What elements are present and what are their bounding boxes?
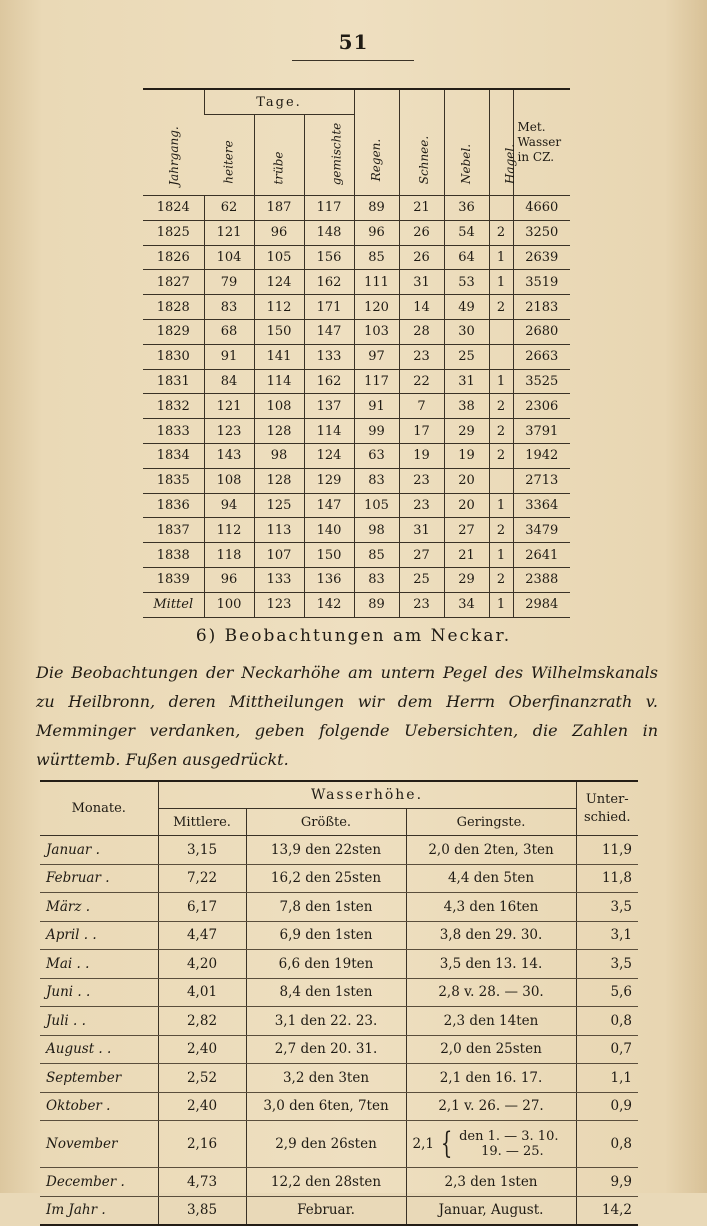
table-cell: 124 <box>304 443 354 468</box>
table-cell: 83 <box>354 468 399 493</box>
table-cell: 162 <box>304 270 354 295</box>
table-cell: 6,6 den 19ten <box>246 950 406 979</box>
table-cell: 114 <box>254 369 304 394</box>
table-cell: 2,3 den 14ten <box>406 1007 576 1036</box>
page-number: 51 <box>338 30 369 54</box>
table-cell: 16,2 den 25sten <box>246 864 406 893</box>
table-row <box>143 344 570 369</box>
table-cell: 147 <box>304 319 354 344</box>
table-cell: Mittel <box>143 592 204 617</box>
table-cell: 4,01 <box>158 978 246 1007</box>
table-row <box>143 419 570 444</box>
table-cell: 11,8 <box>576 864 638 893</box>
table-cell: 2,40 <box>158 1035 246 1064</box>
table-cell: 2,7 den 20. 31. <box>246 1035 406 1064</box>
table-cell: 4,73 <box>158 1168 246 1197</box>
col-header-gemischte: gemischte <box>304 115 354 196</box>
table-cell: Oktober . <box>40 1092 158 1121</box>
page-number-rule <box>292 60 414 61</box>
table-row <box>40 978 638 1007</box>
table-cell: 121 <box>204 394 254 419</box>
table-cell <box>489 319 513 344</box>
table-cell: 2,0 den 25sten <box>406 1035 576 1064</box>
table-cell: 2 <box>489 295 513 320</box>
table-cell: 1839 <box>143 567 204 592</box>
table-cell: 1831 <box>143 369 204 394</box>
table-cell: 3,1 <box>576 921 638 950</box>
col-header-regen: Regen. <box>354 89 399 196</box>
table-cell: 3,5 <box>576 893 638 922</box>
table-cell: 2 <box>489 419 513 444</box>
table-row <box>40 1035 638 1064</box>
table-cell: 6,17 <box>158 893 246 922</box>
table-cell: 2,40 <box>158 1092 246 1121</box>
table-cell: 8,4 den 1sten <box>246 978 406 1007</box>
table-cell: 2,82 <box>158 1007 246 1036</box>
table-cell: 118 <box>204 543 254 568</box>
table-cell: 36 <box>444 196 489 221</box>
table-row <box>143 543 570 568</box>
table-row <box>40 1007 638 1036</box>
col-header-year: Jahrgang. <box>143 89 204 196</box>
table-cell: 1 <box>489 592 513 617</box>
group-header-wasserhoehe: Wasserhöhe. <box>158 781 576 809</box>
table-cell: 128 <box>254 468 304 493</box>
table-cell: 17 <box>399 419 444 444</box>
table-cell: 96 <box>204 567 254 592</box>
table-cell: 123 <box>254 592 304 617</box>
table-cell: 2 <box>489 220 513 245</box>
table-cell: 91 <box>204 344 254 369</box>
table-cell: 0,9 <box>576 1092 638 1121</box>
table-row <box>40 950 638 979</box>
col-header-heiter: heitere <box>204 115 254 196</box>
table-cell: 54 <box>444 220 489 245</box>
table-cell: 7,8 den 1sten <box>246 893 406 922</box>
table-cell <box>489 196 513 221</box>
table-cell: 2 <box>489 567 513 592</box>
table-cell: 1825 <box>143 220 204 245</box>
table-cell: 125 <box>254 493 304 518</box>
table-cell: 4,20 <box>158 950 246 979</box>
table-cell: 1 <box>489 369 513 394</box>
table-cell: 133 <box>304 344 354 369</box>
table-cell: 2,9 den 26sten <box>246 1121 406 1168</box>
body-paragraph: Die Beobachtungen der Neckarhöhe am untern Pegel des Wilhelmskanals zu Heilbronn, deren Mittheilungen wir dem Herrn Oberfinanzrath v. Memminger verdanken, geben folgende Uebersichten, die Zahlen in württemb. Fußen ausgedrückt. <box>36 663 658 769</box>
table-cell: 31 <box>399 518 444 543</box>
table-cell: 3,5 den 13. 14. <box>406 950 576 979</box>
table-cell: 100 <box>204 592 254 617</box>
table-cell: 26 <box>399 245 444 270</box>
table-row <box>40 921 638 950</box>
table-cell: 150 <box>304 543 354 568</box>
table-cell: 53 <box>444 270 489 295</box>
table-cell: 105 <box>254 245 304 270</box>
table-cell: 133 <box>254 567 304 592</box>
table-cell: 20 <box>444 493 489 518</box>
table-cell: 1827 <box>143 270 204 295</box>
table-cell: 108 <box>204 468 254 493</box>
table-cell: 2,1 v. 26. — 27. <box>406 1092 576 1121</box>
table-cell: 2663 <box>513 344 570 369</box>
table-cell: 1829 <box>143 319 204 344</box>
table-cell: 1 <box>489 543 513 568</box>
table-cell: 3791 <box>513 419 570 444</box>
table-cell: 117 <box>354 369 399 394</box>
table-cell: 49 <box>444 295 489 320</box>
table-cell: 3250 <box>513 220 570 245</box>
table-cell: 23 <box>399 344 444 369</box>
table-cell: 21 <box>444 543 489 568</box>
table-cell: Mai . . <box>40 950 158 979</box>
table-cell: 68 <box>204 319 254 344</box>
table-cell: 142 <box>304 592 354 617</box>
table-cell: 85 <box>354 245 399 270</box>
table-cell: 1834 <box>143 443 204 468</box>
table-cell: 84 <box>204 369 254 394</box>
table-cell: 28 <box>399 319 444 344</box>
table-row-mittel <box>143 592 570 617</box>
table-cell: April . . <box>40 921 158 950</box>
table-cell: 2 <box>489 394 513 419</box>
table-cell: 4,47 <box>158 921 246 950</box>
table-cell: 3519 <box>513 270 570 295</box>
table-cell: 2 <box>489 443 513 468</box>
col-header-trube: trübe <box>254 115 304 196</box>
table-row <box>143 468 570 493</box>
table-cell: 94 <box>204 493 254 518</box>
table-cell: 147 <box>304 493 354 518</box>
table-cell: Februar. <box>246 1196 406 1225</box>
table-cell: 91 <box>354 394 399 419</box>
table-cell: 2,1 den 16. 17. <box>406 1064 576 1093</box>
table-cell: 124 <box>254 270 304 295</box>
curly-brace-icon: { <box>440 1126 453 1161</box>
table-cell: December . <box>40 1168 158 1197</box>
table-cell: 187 <box>254 196 304 221</box>
table-row <box>143 567 570 592</box>
table-cell: 140 <box>304 518 354 543</box>
table-row-november <box>40 1121 638 1168</box>
table-cell: 120 <box>354 295 399 320</box>
table-cell: 1830 <box>143 344 204 369</box>
table-cell: August . . <box>40 1035 158 1064</box>
table-cell: 99 <box>354 419 399 444</box>
table-cell: 79 <box>204 270 254 295</box>
table-cell: 2,52 <box>158 1064 246 1093</box>
table-cell: 2306 <box>513 394 570 419</box>
table-cell: 128 <box>254 419 304 444</box>
table-cell: 29 <box>444 419 489 444</box>
table-row <box>40 893 638 922</box>
neckar-water-level-table <box>40 780 638 1226</box>
table-cell: 7 <box>399 394 444 419</box>
table-cell: 21 <box>399 196 444 221</box>
table-cell: 13,9 den 22sten <box>246 836 406 865</box>
table-cell: 1837 <box>143 518 204 543</box>
col-header-geringste: Geringste. <box>406 809 576 836</box>
table-cell: 14,2 <box>576 1196 638 1225</box>
table-cell: 112 <box>254 295 304 320</box>
table-cell: 114 <box>304 419 354 444</box>
table-cell: Januar . <box>40 836 158 865</box>
table-cell: 62 <box>204 196 254 221</box>
table-cell: 4660 <box>513 196 570 221</box>
table-cell: 2984 <box>513 592 570 617</box>
table-cell: 1836 <box>143 493 204 518</box>
col-header-schnee: Schnee. <box>399 89 444 196</box>
table-cell: 162 <box>304 369 354 394</box>
table-cell: 26 <box>399 220 444 245</box>
table-cell: 25 <box>444 344 489 369</box>
table-cell: 96 <box>354 220 399 245</box>
table-cell: 105 <box>354 493 399 518</box>
col-header-unterschied: Unter- schied. <box>576 781 638 836</box>
table-cell: 96 <box>254 220 304 245</box>
table-cell: 27 <box>399 543 444 568</box>
table-cell: 64 <box>444 245 489 270</box>
table-cell: 30 <box>444 319 489 344</box>
table-cell: 97 <box>354 344 399 369</box>
table-cell: 4,3 den 16ten <box>406 893 576 922</box>
table-cell: 11,9 <box>576 836 638 865</box>
table-cell: 5,6 <box>576 978 638 1007</box>
table-cell: 98 <box>354 518 399 543</box>
table-cell: 1 <box>489 270 513 295</box>
table-cell: 143 <box>204 443 254 468</box>
table-cell: 2,0 den 2ten, 3ten <box>406 836 576 865</box>
table-cell: 9,9 <box>576 1168 638 1197</box>
table-cell: Februar . <box>40 864 158 893</box>
table-cell: 141 <box>254 344 304 369</box>
table-cell: 103 <box>354 319 399 344</box>
table-row <box>143 443 570 468</box>
table-cell: 121 <box>204 220 254 245</box>
table-cell: 1832 <box>143 394 204 419</box>
table-row <box>143 270 570 295</box>
table-cell: 2,16 <box>158 1121 246 1168</box>
table-cell: 1 <box>489 245 513 270</box>
weather-days-table <box>143 88 570 618</box>
table-cell: 2183 <box>513 295 570 320</box>
table-cell: 3,2 den 3ten <box>246 1064 406 1093</box>
table-cell: 1824 <box>143 196 204 221</box>
table-cell <box>489 344 513 369</box>
table-cell: 89 <box>354 196 399 221</box>
table-cell: 108 <box>254 394 304 419</box>
table-cell: 0,7 <box>576 1035 638 1064</box>
table-row <box>143 295 570 320</box>
table-cell: 3,5 <box>576 950 638 979</box>
table-cell: Januar, August. <box>406 1196 576 1225</box>
table-row <box>143 245 570 270</box>
table-cell: 3,8 den 29. 30. <box>406 921 576 950</box>
col-header-mittlere: Mittlere. <box>158 809 246 836</box>
table-cell <box>489 468 513 493</box>
table-cell: Im Jahr . <box>46 1202 106 1219</box>
table-cell: 1833 <box>143 419 204 444</box>
table-cell: 19 <box>444 443 489 468</box>
table-cell: 3,85 <box>158 1196 246 1225</box>
table-cell: Juni . . <box>40 978 158 1007</box>
table-cell: 2 <box>489 518 513 543</box>
table-cell: 3525 <box>513 369 570 394</box>
table-cell: 83 <box>204 295 254 320</box>
table-cell: 3,1 den 22. 23. <box>246 1007 406 1036</box>
table-cell: 63 <box>354 443 399 468</box>
table-cell: 104 <box>204 245 254 270</box>
table-cell: 6,9 den 1sten <box>246 921 406 950</box>
table-cell: 31 <box>444 369 489 394</box>
table-cell: 98 <box>254 443 304 468</box>
table-row <box>40 864 638 893</box>
table-cell: 2680 <box>513 319 570 344</box>
table-cell: 129 <box>304 468 354 493</box>
table-cell: 83 <box>354 567 399 592</box>
table-cell: 107 <box>254 543 304 568</box>
table-cell: 1835 <box>143 468 204 493</box>
table-cell: 12,2 den 28sten <box>246 1168 406 1197</box>
table-row <box>143 518 570 543</box>
table-row <box>143 196 570 221</box>
table-row <box>40 1092 638 1121</box>
table-cell: 0,8 <box>576 1007 638 1036</box>
table-cell: 14 <box>399 295 444 320</box>
group-header-tage: Tage. <box>204 89 354 115</box>
table-cell: 3479 <box>513 518 570 543</box>
table-cell: 23 <box>399 493 444 518</box>
table-row <box>40 836 638 865</box>
table-cell: 0,8 <box>576 1121 638 1168</box>
col-header-monate: Monate. <box>40 781 158 836</box>
col-header-nebel: Nebel. <box>444 89 489 196</box>
col-header-hagel: Hagel. <box>489 89 513 196</box>
table-cell: 20 <box>444 468 489 493</box>
table-row-december <box>40 1168 638 1197</box>
table-cell: 1838 <box>143 543 204 568</box>
table-cell: 31 <box>399 270 444 295</box>
table-cell: 19 <box>399 443 444 468</box>
table-cell: März . <box>40 893 158 922</box>
table-cell: 111 <box>354 270 399 295</box>
table-row <box>40 1064 638 1093</box>
table-cell: 85 <box>354 543 399 568</box>
table-cell: 2639 <box>513 245 570 270</box>
table-cell: 29 <box>444 567 489 592</box>
table-cell: 1942 <box>513 443 570 468</box>
table-cell: 150 <box>254 319 304 344</box>
table-cell: 2,3 den 1sten <box>406 1168 576 1197</box>
table-cell: 34 <box>444 592 489 617</box>
table-cell: 27 <box>444 518 489 543</box>
table-cell: 4,4 den 5ten <box>406 864 576 893</box>
table-cell: 1 <box>489 493 513 518</box>
table-cell: 23 <box>399 468 444 493</box>
table-cell: 1,1 <box>576 1064 638 1093</box>
table-cell: 148 <box>304 220 354 245</box>
table-cell: 3364 <box>513 493 570 518</box>
table-cell: Juli . . <box>40 1007 158 1036</box>
col-header-groesste: Größte. <box>246 809 406 836</box>
col-header-wasser: Met. Wasser in CZ. <box>513 89 570 196</box>
table-cell: 113 <box>254 518 304 543</box>
table-cell: 137 <box>304 394 354 419</box>
november-geringste: 2,1 { den 1. — 3. 10. 19. — 25. <box>406 1121 576 1168</box>
table-cell: 171 <box>304 295 354 320</box>
table-row <box>143 394 570 419</box>
table-cell: 25 <box>399 567 444 592</box>
table-cell: November <box>40 1121 158 1168</box>
table-row-jahr <box>40 1196 638 1225</box>
table-row <box>143 319 570 344</box>
table-cell: 2713 <box>513 468 570 493</box>
weather-days-body <box>143 196 570 618</box>
table-cell: September <box>40 1064 158 1093</box>
table-row <box>143 220 570 245</box>
table-cell: 117 <box>304 196 354 221</box>
table-cell: 3,0 den 6ten, 7ten <box>246 1092 406 1121</box>
table-cell: 123 <box>204 419 254 444</box>
table-row <box>143 369 570 394</box>
table-cell: 136 <box>304 567 354 592</box>
table-cell: 38 <box>444 394 489 419</box>
table-row <box>143 493 570 518</box>
table-cell: 89 <box>354 592 399 617</box>
table-cell: 2641 <box>513 543 570 568</box>
table-cell: 1828 <box>143 295 204 320</box>
section-heading: 6) Beobachtungen am Neckar. <box>195 626 512 646</box>
table-cell: 23 <box>399 592 444 617</box>
table-cell: 2,8 v. 28. — 30. <box>406 978 576 1007</box>
water-level-body <box>40 836 638 1226</box>
table-cell: 3,15 <box>158 836 246 865</box>
table-cell: 1826 <box>143 245 204 270</box>
table-cell: 7,22 <box>158 864 246 893</box>
table-cell: 112 <box>204 518 254 543</box>
table-cell: 156 <box>304 245 354 270</box>
table-cell: 22 <box>399 369 444 394</box>
table-cell: 2388 <box>513 567 570 592</box>
